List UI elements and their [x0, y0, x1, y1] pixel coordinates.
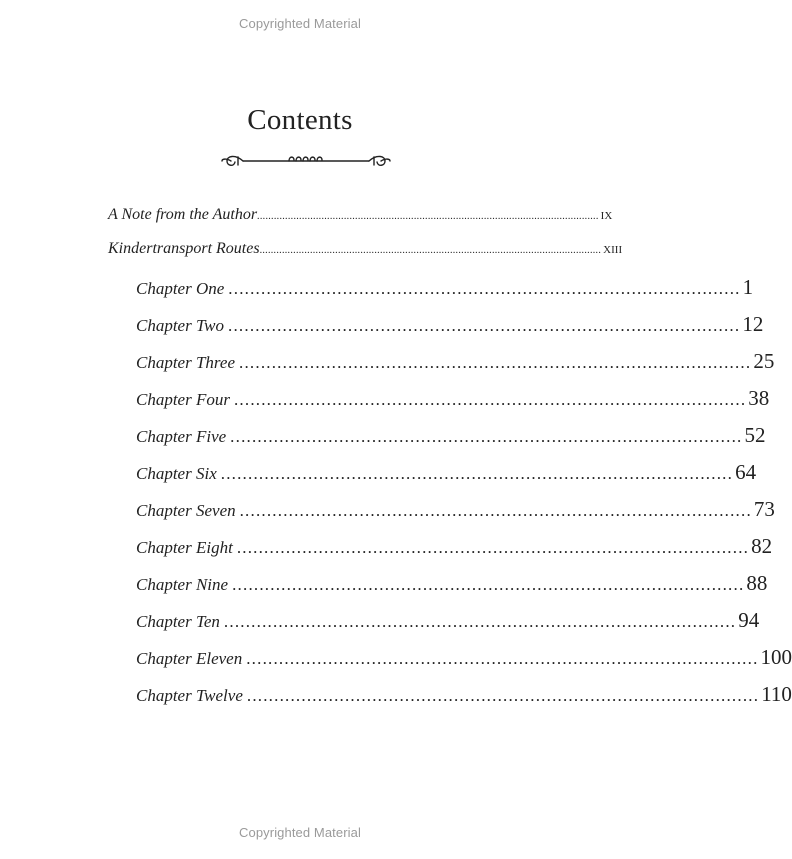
- toc-entry-label: Chapter Nine: [136, 575, 229, 594]
- toc-entry-chapter-eleven[interactable]: [136, 645, 792, 670]
- toc-entry-chapter-twelve[interactable]: [136, 682, 792, 707]
- toc-entry-kindertransport-routes[interactable]: [108, 240, 623, 258]
- dot-leader: ..............................................................................................: [233, 390, 747, 409]
- toc-entry-label: Chapter Two: [136, 316, 225, 335]
- toc-entry-chapter-eight[interactable]: [136, 534, 773, 559]
- copyright-watermark-bottom: Copyrighted Material: [239, 825, 361, 840]
- toc-entry-page: 1: [742, 275, 754, 299]
- toc-entry-page: xiii: [603, 240, 623, 257]
- dot-leader: ..........................................................................................................................: [259, 245, 602, 256]
- toc-entry-chapter-three[interactable]: [136, 349, 775, 374]
- dot-leader: ..............................................................................................: [246, 649, 759, 668]
- dot-leader: ..............................................................................................: [236, 538, 750, 557]
- toc-entry-chapter-seven[interactable]: [136, 497, 775, 522]
- dot-leader: ..........................................................................................................................: [257, 211, 599, 222]
- dot-leader: ..............................................................................................: [230, 427, 743, 446]
- toc-entry-author-note[interactable]: [108, 206, 613, 224]
- toc-entry-label: Chapter Eight: [136, 538, 233, 557]
- toc-entry-label: Chapter Six: [136, 464, 217, 483]
- dot-leader: ..............................................................................................: [239, 353, 752, 372]
- toc-entry-chapter-nine[interactable]: [136, 571, 768, 596]
- toc-entry-label: Chapter One: [136, 279, 225, 298]
- toc-entry-label: Chapter Ten: [136, 612, 220, 631]
- toc-entry-label: Chapter Eleven: [136, 649, 243, 668]
- toc-entry-chapter-ten[interactable]: [136, 608, 760, 633]
- toc-entry-label: A Note from the Author: [108, 206, 258, 223]
- toc-entry-chapter-five[interactable]: [136, 423, 766, 448]
- toc-entry-page: 64: [735, 460, 757, 484]
- copyright-watermark-top: Copyrighted Material: [239, 16, 361, 31]
- toc-entry-label: Kindertransport Routes: [108, 240, 260, 257]
- toc-entry-page: 12: [742, 312, 764, 336]
- dot-leader: ..............................................................................................: [232, 575, 745, 594]
- page-title: Contents: [247, 104, 353, 136]
- toc-entry-page: 88: [746, 571, 768, 595]
- toc-entry-label: Chapter Four: [136, 390, 230, 409]
- toc-entry-page: 82: [751, 534, 773, 558]
- toc-entry-page: 38: [748, 386, 770, 410]
- toc-entry-label: Chapter Three: [136, 353, 236, 372]
- toc-entry-page: 94: [738, 608, 760, 632]
- toc-entry-label: Chapter Seven: [136, 501, 236, 520]
- toc-entry-page: 52: [744, 423, 766, 447]
- toc-entry-chapter-one[interactable]: [136, 275, 754, 300]
- toc-entry-page: 25: [753, 349, 775, 373]
- toc-entry-label: Chapter Five: [136, 427, 227, 446]
- dot-leader: ..............................................................................................: [246, 686, 760, 705]
- toc-entry-page: 110: [761, 682, 792, 706]
- toc-entry-chapter-six[interactable]: [136, 460, 757, 485]
- toc-entry-chapter-four[interactable]: [136, 386, 770, 411]
- flourish-divider-icon: [221, 148, 391, 174]
- dot-leader: ..............................................................................................: [220, 464, 734, 483]
- toc-entry-page: ix: [600, 206, 613, 223]
- dot-leader: ..............................................................................................: [228, 316, 741, 335]
- toc-entry-chapter-two[interactable]: [136, 312, 764, 337]
- toc-entry-page: 100: [760, 645, 792, 669]
- dot-leader: ..............................................................................................: [239, 501, 752, 520]
- dot-leader: ..............................................................................................: [223, 612, 737, 631]
- dot-leader: ..............................................................................................: [228, 279, 741, 298]
- toc-entry-page: 73: [753, 497, 775, 521]
- toc-entry-label: Chapter Twelve: [136, 686, 243, 705]
